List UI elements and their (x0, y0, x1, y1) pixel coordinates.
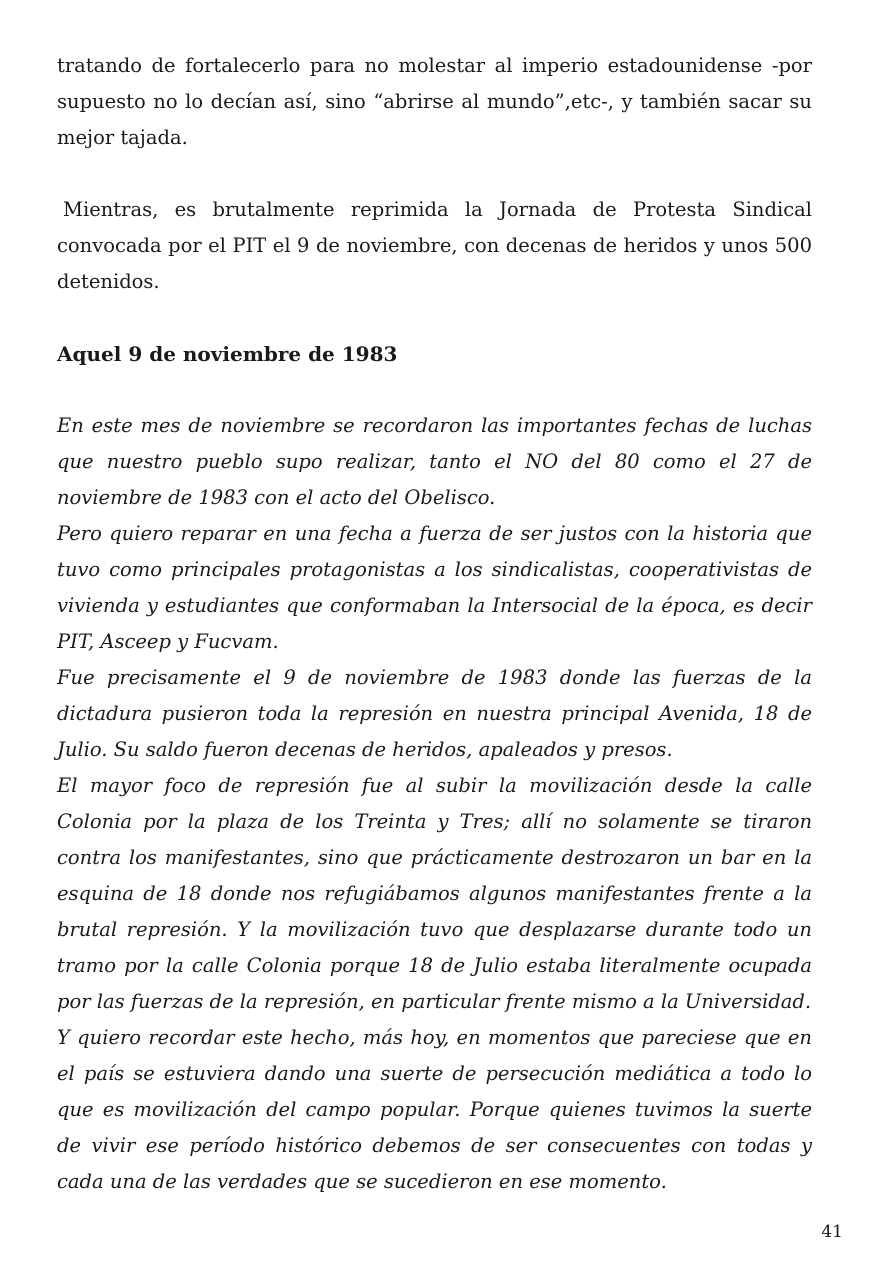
article-paragraph: El mayor foco de represión fue al subir la movilización desde la calle Colonia por la plaza de los Treinta y Tres; allí no solamente se tiraron contra los manifestantes, sino que prácticamente destrozaron un bar en la esquina de 18 donde nos refugiábamos algunos manifestantes frente a la brutal represión. Y la movilización tuvo que desplazarse durante todo un tramo por la calle Colonia porque 18 de Julio estaba literalmente ocupada por las fuerzas de la represión, en particular frente mismo a la Universidad. (57, 774, 812, 1013)
article-paragraph: En este mes de noviembre se recordaron las importantes fechas de luchas que nuestro pueblo supo realizar, tanto el NO del 80 como el 27 de noviembre de 1983 con el acto del Obelisco. (57, 414, 812, 509)
document-page (57, 48, 812, 1200)
article-paragraph: Y quiero recordar este hecho, más hoy, en momentos que pareciese que en el país se estuviera dando una suerte de persecución mediática a todo lo que es movilización del campo popular. Porque quienes tuvimos la suerte de vivir ese período histórico debemos de ser consecuentes con todas y cada una de las verdades que se sucedieron en ese momento. (57, 1026, 812, 1193)
body-paragraph-text: Mientras, es brutalmente reprimida la Jornada de Protesta Sindical convocada por el PIT el 9 de noviembre, con decenas de heridos y unos 500 detenidos. (57, 198, 812, 293)
paragraph-gap (57, 372, 812, 408)
italic-article (57, 408, 812, 1200)
body-paragraph (57, 192, 812, 300)
paragraph-gap (57, 156, 812, 192)
body-paragraph: tratando de fortalecerlo para no molestar al imperio estadounidense -por supuesto no lo decían así, sino “abrirse al mundo”,etc-, y también sacar su mejor tajada. (57, 54, 812, 149)
page-number: 41 (821, 1222, 843, 1242)
article-paragraph: Pero quiero reparar en una fecha a fuerza de ser justos con la historia que tuvo como principales protagonistas a los sindicalistas, cooperativistas de vivienda y estudiantes que conformaban la Intersocial de la época, es decir PIT, Asceep y Fucvam. (57, 522, 812, 653)
article-paragraph: Fue precisamente el 9 de noviembre de 1983 donde las fuerzas de la dictadura pusieron toda la represión en nuestra principal Avenida, 18 de Julio. Su saldo fueron decenas de heridos, apaleados y presos. (57, 666, 812, 761)
section-heading: Aquel 9 de noviembre de 1983 (57, 342, 398, 366)
paragraph-gap (57, 300, 812, 336)
